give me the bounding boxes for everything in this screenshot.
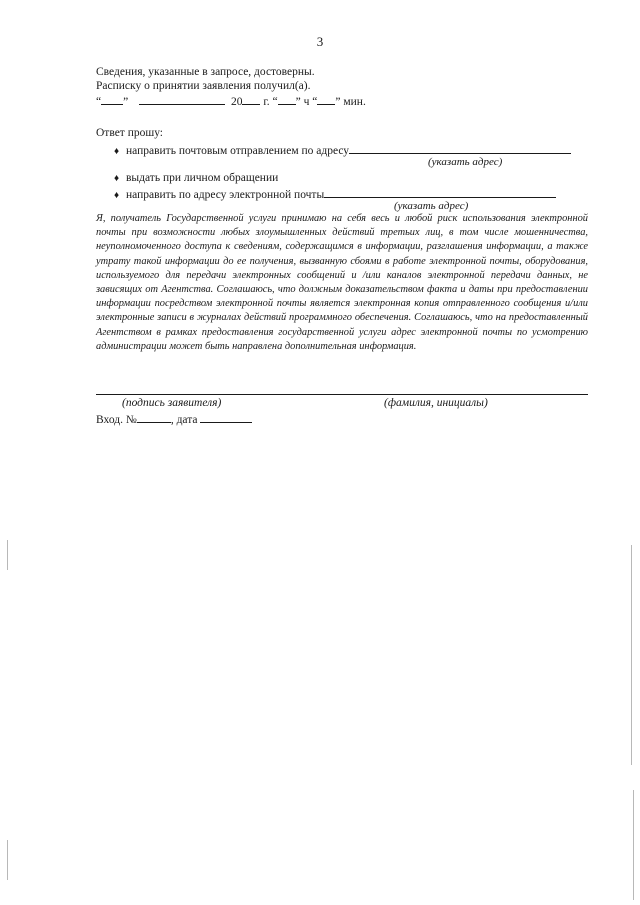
page-number: 3	[316, 34, 324, 49]
year-prefix: 20	[230, 96, 243, 108]
scan-edge-mark	[7, 540, 8, 570]
email-address-hint: (указать адрес)	[394, 200, 469, 212]
diamond-bullet-icon: ♦	[114, 173, 120, 184]
reply-option-email-label: направить по адресу электронной почты	[125, 189, 325, 201]
year-suffix: г. “	[263, 96, 278, 108]
registration-date-label: , дата	[170, 414, 198, 426]
minute-field[interactable]	[317, 94, 335, 105]
scan-edge-mark	[633, 790, 634, 900]
registration-date-field[interactable]	[200, 412, 252, 423]
scan-edge-mark	[7, 840, 8, 880]
reply-option-email[interactable]	[114, 187, 556, 202]
day-field[interactable]	[101, 94, 123, 105]
registration-number-field[interactable]	[137, 412, 171, 423]
hour-suffix: ” ч “	[295, 96, 318, 108]
reply-option-personal-label: выдать при личном обращении	[125, 172, 279, 184]
date-open-quote: “	[96, 96, 102, 108]
diamond-bullet-icon: ♦	[114, 190, 120, 201]
signature-caption: (подпись заявителя)	[122, 397, 222, 409]
date-close-quote: ”	[123, 96, 129, 108]
registration-number-label: Вход. №	[96, 414, 137, 426]
email-address-field[interactable]	[324, 187, 556, 198]
year-field[interactable]	[242, 94, 260, 105]
name-caption: (фамилия, инициалы)	[384, 397, 488, 409]
minute-suffix: ” мин.	[335, 96, 366, 108]
reply-option-post[interactable]	[114, 143, 571, 158]
statement-line-1: Сведения, указанные в запросе, достоверны.	[96, 66, 315, 78]
scan-edge-mark	[631, 545, 632, 765]
statement-date-line	[96, 94, 366, 109]
reply-heading: Ответ прошу:	[96, 127, 164, 139]
consent-paragraph: Я, получатель Государственной услуги принимаю на себя весь и любой риск использования электронной почты при возможности любых злоумышленных действий третьих лиц, в том числе мошенничества, неуполномоченного доступа к сведениям, содержащимся в информации, разглашения информации, а также утрату такой информации до ее получения, вызванную сбоями в работе электронной почты, оборудования, используемого для передачи электронных сообщений и /или каналов электронной передачи данных, не зависящих от Агентства. Соглашаюсь, что должным доказательством факта и даты при предоставлении информации посредством электронной почты является электронная копия отправленного сообщения и/или электронные записи в журналах действий программного обеспечения. Соглашаюсь, что на предоставленный Агентством в рамках предоставления государственной услуги адрес электронной почты по усмотрению администрации может быть направлена дополнительная информация.	[96, 213, 588, 352]
postal-address-field[interactable]	[349, 143, 571, 154]
statement-line-2: Расписку о принятии заявления получил(а).	[96, 80, 311, 92]
reply-option-post-label: направить почтовым отправлением по адресу	[125, 145, 350, 157]
diamond-bullet-icon: ♦	[114, 146, 120, 157]
registration-line	[96, 412, 252, 427]
month-field[interactable]	[139, 94, 225, 105]
hour-field[interactable]	[278, 94, 296, 105]
postal-address-hint: (указать адрес)	[428, 156, 503, 168]
signature-line[interactable]	[96, 394, 588, 395]
reply-option-personal[interactable]	[114, 172, 278, 185]
